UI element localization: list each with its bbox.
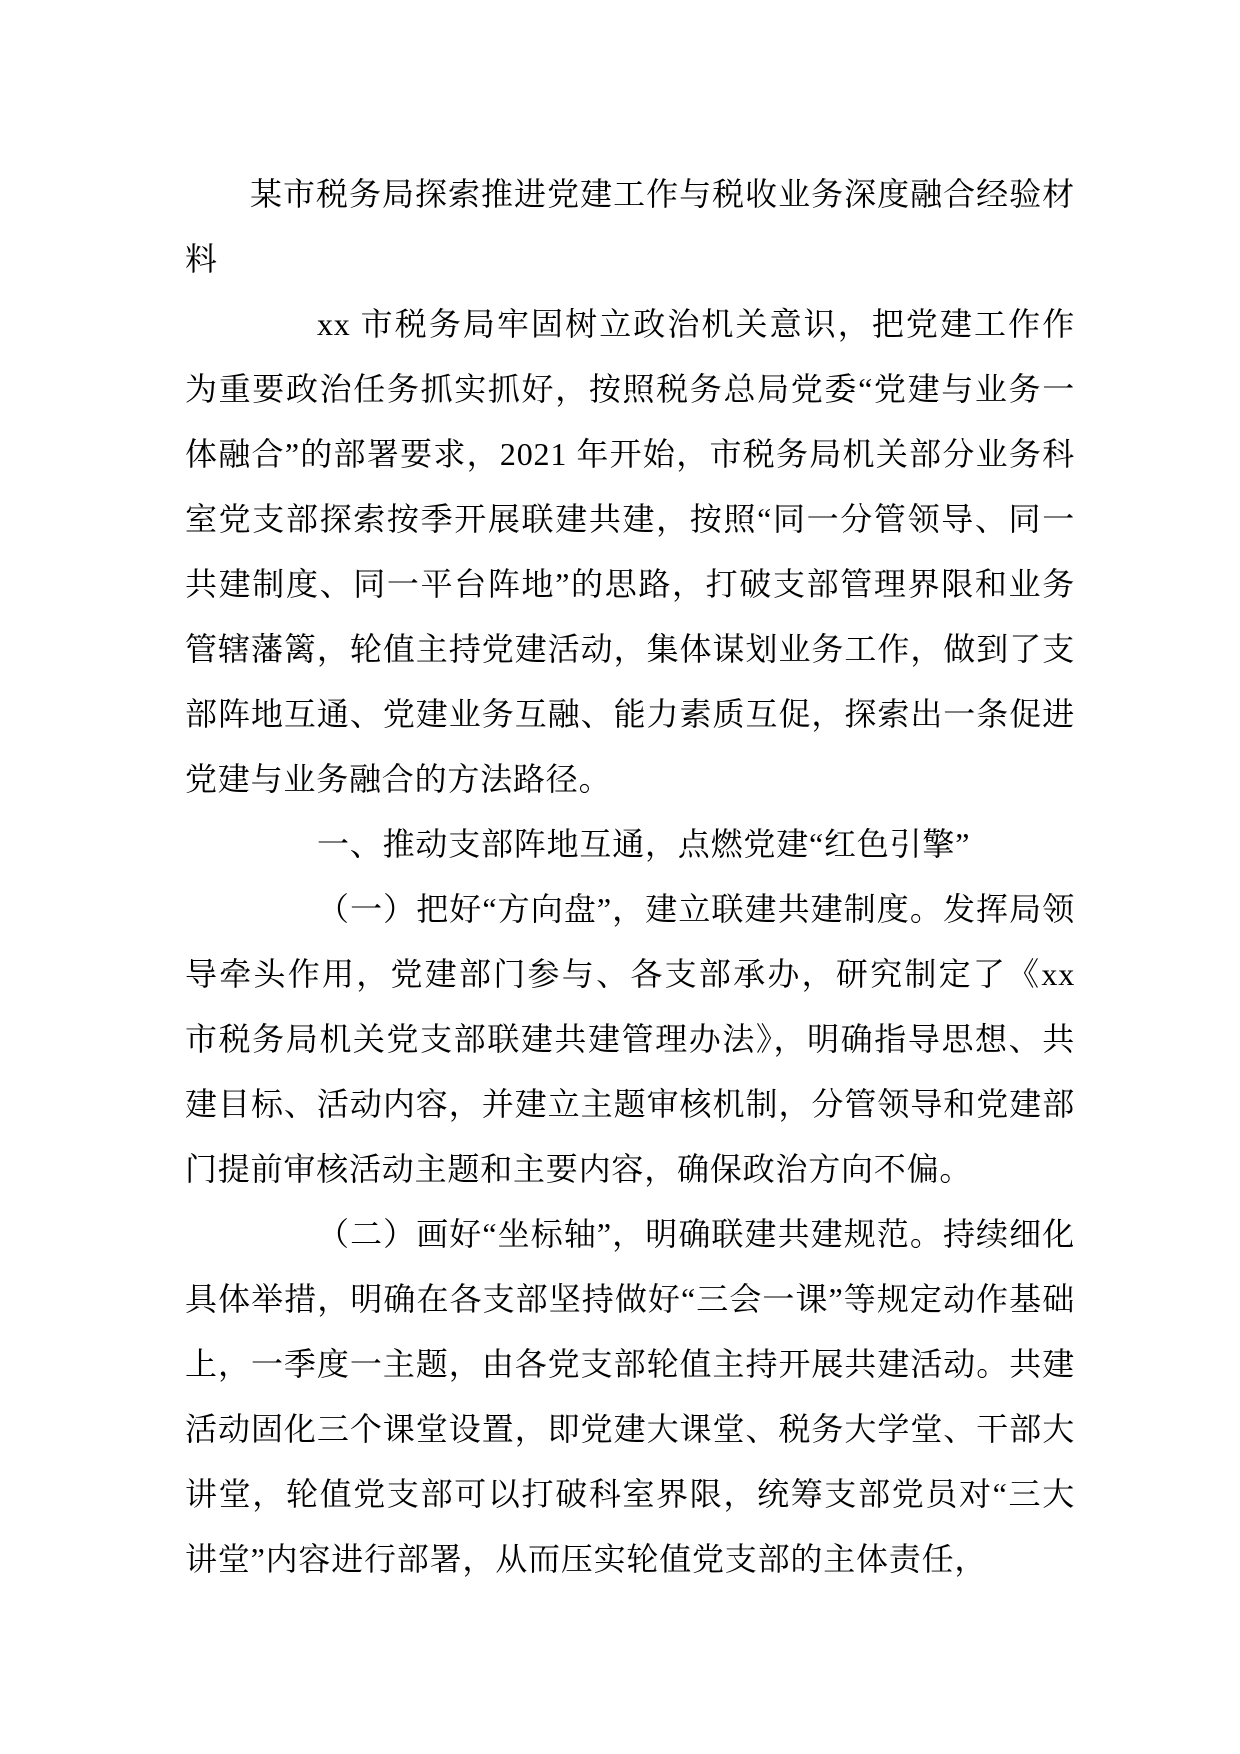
document-title: 某市税务局探索推进党建工作与税收业务深度融合经验材料 [185, 176, 1075, 277]
intro-paragraph: xx 市税务局牢固树立政治机关意识，把党建工作作为重要政治任务抓实抓好，按照税务总局党委“党建与业务一体融合”的部署要求，2021 年开始，市税务局机关部分业务科室党支部探索按季开展联建共建，按照“同一分管领导、同一共建制度、同一平台阵地”的思路，打破支部管理界限和业务管辖藩篱，轮值主持党建活动，集体谋划业务工作，做到了支部阵地互通、党建业务互融、能力素质互促，探索出一条促进党建与业务融合的方法路径。 [185, 306, 1075, 797]
section-heading: 一、推动支部阵地互通，点燃党建“红色引擎” [317, 826, 971, 862]
subsection-paragraph-2: （二）画好“坐标轴”，明确联建共建规范。持续细化具体举措，明确在各支部坚持做好“三会一课”等规定动作基础上，一季度一主题，由各党支部轮值主持开展共建活动。共建活动固化三个课堂设置，即党建大课堂、税务大学堂、干部大讲堂，轮值党支部可以打破科室界限，统筹支部党员对“三大讲堂”内容进行部署，从而压实轮值党支部的主体责任， [185, 1216, 1075, 1577]
subsection-paragraph-1: （一）把好“方向盘”，建立联建共建制度。发挥局领导牵头作用，党建部门参与、各支部承办，研究制定了《xx 市税务局机关党支部联建共建管理办法》，明确指导思想、共建目标、活动内容，并建立主题审核机制，分管领导和党建部门提前审核活动主题和主要内容，确保政治方向不偏。 [185, 891, 1075, 1187]
